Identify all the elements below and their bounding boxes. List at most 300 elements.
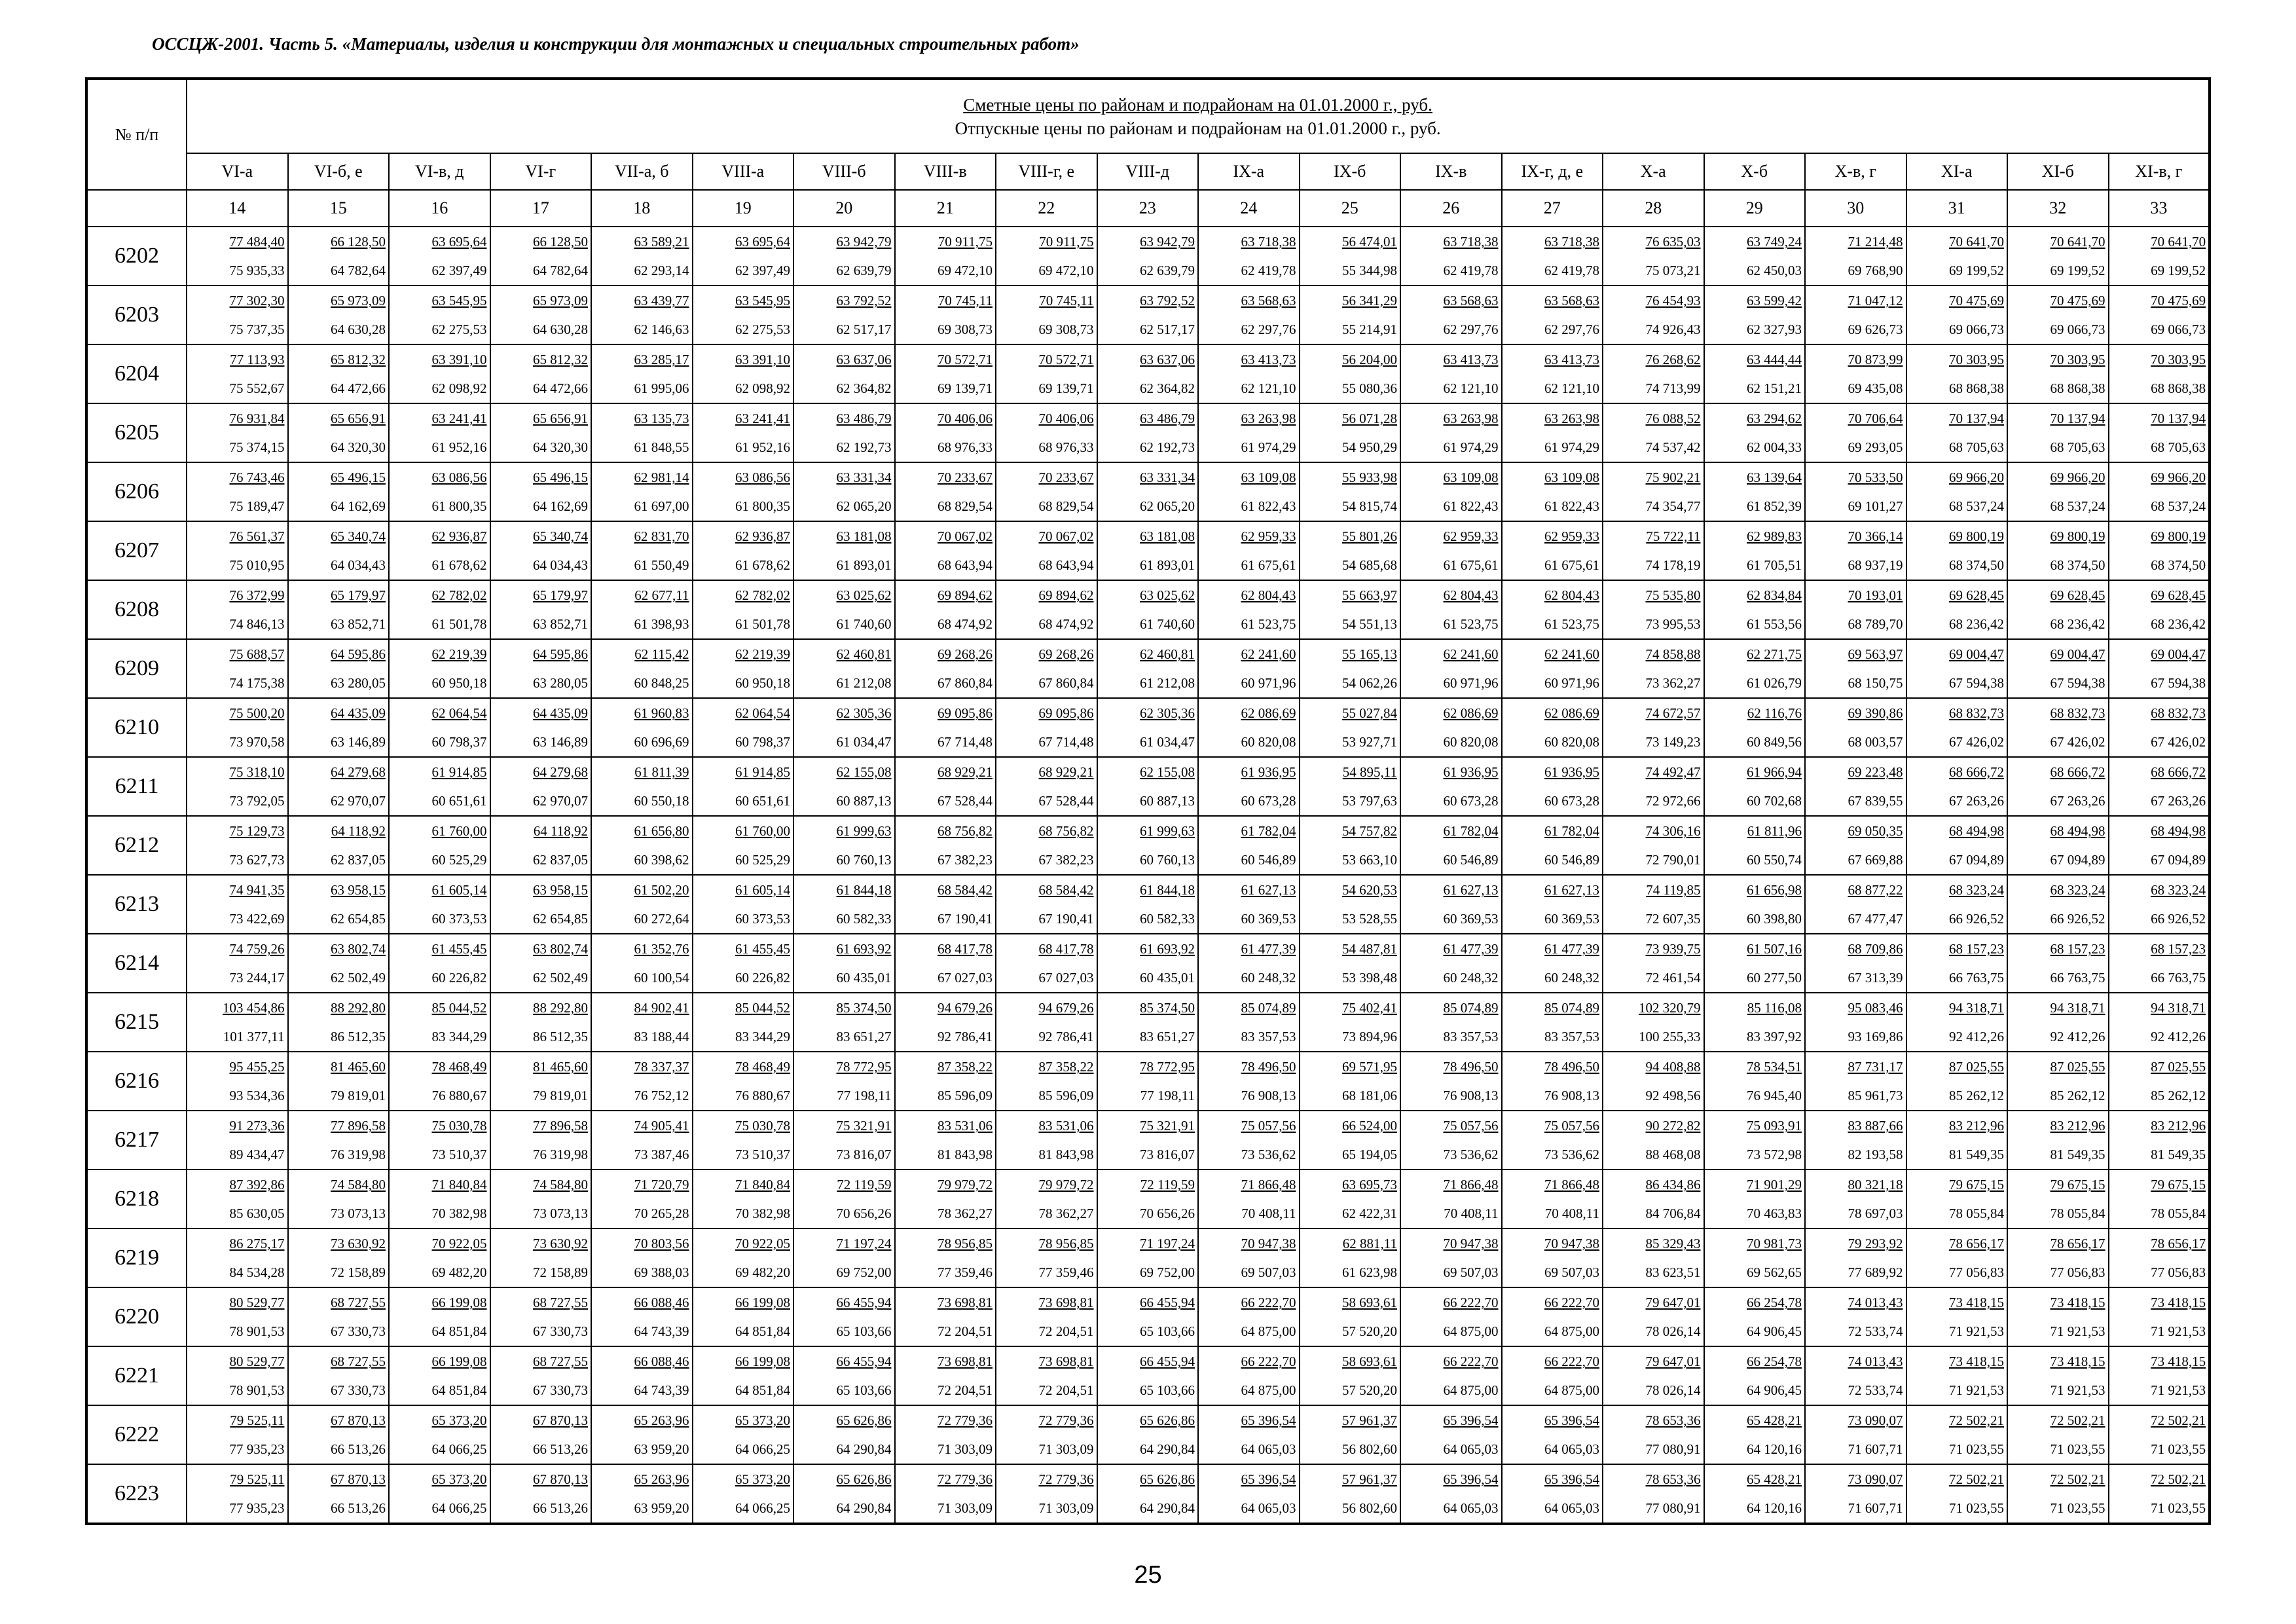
release-price: 74 175,38 xyxy=(229,675,285,691)
price-cell xyxy=(1198,1228,1300,1287)
price-cell xyxy=(288,757,390,816)
table-row xyxy=(86,403,2210,462)
price-cell xyxy=(1906,1228,2008,1287)
estimated-price: 55 027,84 xyxy=(1342,705,1397,721)
price-cell xyxy=(1400,1287,1502,1346)
estimated-price: 63 109,08 xyxy=(1544,470,1599,485)
estimated-price: 63 958,15 xyxy=(533,882,588,898)
release-price: 61 553,56 xyxy=(1747,616,1802,632)
estimated-price: 69 390,86 xyxy=(1848,705,1903,721)
release-price: 85 596,09 xyxy=(938,1088,993,1103)
release-price: 67 426,02 xyxy=(2050,734,2105,750)
release-price: 92 412,26 xyxy=(2151,1029,2206,1044)
release-price: 62 098,92 xyxy=(735,380,790,396)
price-cell xyxy=(1300,1111,1401,1170)
release-price: 81 549,35 xyxy=(2151,1147,2206,1162)
row-number: 6203 xyxy=(86,286,187,344)
release-price: 63 852,71 xyxy=(331,616,386,632)
release-price: 85 262,12 xyxy=(1949,1088,2004,1103)
release-price: 64 065,03 xyxy=(1544,1441,1599,1457)
estimated-price: 54 487,81 xyxy=(1342,941,1397,957)
price-cell xyxy=(187,344,288,403)
release-price: 83 357,53 xyxy=(1443,1029,1499,1044)
estimated-price: 70 911,75 xyxy=(938,234,993,249)
release-price: 64 120,16 xyxy=(1747,1500,1802,1516)
estimated-price: 65 340,74 xyxy=(533,528,588,544)
row-number: 6217 xyxy=(86,1111,187,1170)
release-price: 70 656,26 xyxy=(1140,1206,1195,1221)
release-price: 74 178,19 xyxy=(1645,557,1701,573)
price-cell xyxy=(1502,227,1603,286)
release-price: 74 354,77 xyxy=(1645,498,1701,514)
release-price: 55 344,98 xyxy=(1342,263,1397,278)
release-price: 61 675,61 xyxy=(1443,557,1499,573)
release-price: 83 188,44 xyxy=(634,1029,689,1044)
price-cell xyxy=(591,344,693,403)
release-price: 67 313,39 xyxy=(1848,970,1903,986)
table-row xyxy=(86,993,2210,1052)
release-price: 73 816,07 xyxy=(836,1147,892,1162)
release-price: 61 800,35 xyxy=(735,498,790,514)
release-price: 86 512,35 xyxy=(331,1029,386,1044)
estimated-price: 64 595,86 xyxy=(331,646,386,662)
price-cell xyxy=(1704,1170,1806,1228)
price-cell xyxy=(288,286,390,344)
estimated-price: 69 894,62 xyxy=(1038,587,1094,603)
price-cell xyxy=(2007,1464,2109,1524)
price-cell xyxy=(1704,816,1806,875)
price-cell xyxy=(996,286,1097,344)
column-number: 19 xyxy=(693,190,794,227)
price-cell xyxy=(2109,1228,2210,1287)
estimated-price: 83 531,06 xyxy=(938,1118,993,1134)
column-number: 33 xyxy=(2109,190,2210,227)
release-price: 78 026,14 xyxy=(1645,1382,1701,1398)
estimated-price: 85 074,89 xyxy=(1544,1000,1599,1016)
estimated-price: 63 109,08 xyxy=(1241,470,1296,485)
row-number: 6210 xyxy=(86,698,187,757)
release-price: 67 330,73 xyxy=(331,1323,386,1339)
price-cell xyxy=(1198,521,1300,580)
release-price: 60 398,80 xyxy=(1747,911,1802,927)
estimated-price: 55 933,98 xyxy=(1342,470,1397,485)
estimated-price: 62 959,33 xyxy=(1241,528,1296,544)
release-price: 61 740,60 xyxy=(1140,616,1195,632)
release-price: 73 894,96 xyxy=(1342,1029,1397,1044)
release-price: 62 419,78 xyxy=(1241,263,1296,278)
release-price: 69 199,52 xyxy=(2050,263,2105,278)
price-cell xyxy=(1603,698,1704,757)
row-number: 6213 xyxy=(86,875,187,934)
price-cell xyxy=(389,227,490,286)
release-price: 85 961,73 xyxy=(1848,1088,1903,1103)
estimated-price: 66 222,70 xyxy=(1544,1354,1599,1369)
estimated-price: 65 179,97 xyxy=(331,587,386,603)
release-price: 67 330,73 xyxy=(331,1382,386,1398)
price-cell xyxy=(591,1228,693,1287)
row-number: 6216 xyxy=(86,1052,187,1111)
estimated-price: 69 004,47 xyxy=(2151,646,2206,662)
table-row xyxy=(86,698,2210,757)
price-cell xyxy=(591,580,693,639)
estimated-price: 55 165,13 xyxy=(1342,646,1397,662)
estimated-price: 62 981,14 xyxy=(634,470,689,485)
price-cell xyxy=(2109,521,2210,580)
release-price: 60 887,13 xyxy=(1140,793,1195,809)
price-cell xyxy=(1704,875,1806,934)
release-price: 85 262,12 xyxy=(2151,1088,2206,1103)
estimated-price: 61 760,00 xyxy=(431,823,487,839)
price-cell xyxy=(1704,1228,1806,1287)
price-cell xyxy=(793,875,895,934)
price-cell xyxy=(1805,462,1906,521)
estimated-price: 74 013,43 xyxy=(1848,1354,1903,1369)
release-price: 69 199,52 xyxy=(1949,263,2004,278)
price-cell xyxy=(1906,580,2008,639)
release-price: 69 066,73 xyxy=(1949,322,2004,337)
price-cell xyxy=(1400,462,1502,521)
estimated-price: 66 524,00 xyxy=(1342,1118,1397,1134)
estimated-price: 74 584,80 xyxy=(331,1177,386,1192)
price-cell xyxy=(187,639,288,698)
price-cell xyxy=(693,403,794,462)
estimated-price: 63 637,06 xyxy=(836,352,892,367)
estimated-price: 76 743,46 xyxy=(229,470,285,485)
column-number: 31 xyxy=(1906,190,2008,227)
estimated-price: 74 941,35 xyxy=(229,882,285,898)
estimated-price: 87 358,22 xyxy=(938,1059,993,1075)
estimated-price: 63 086,56 xyxy=(735,470,790,485)
release-price: 69 101,27 xyxy=(1848,498,1903,514)
release-price: 60 971,96 xyxy=(1241,675,1296,691)
price-cell xyxy=(1400,816,1502,875)
release-price: 62 297,76 xyxy=(1544,322,1599,337)
estimated-price: 62 219,39 xyxy=(431,646,487,662)
table-row xyxy=(86,1464,2210,1524)
release-price: 73 572,98 xyxy=(1747,1147,1802,1162)
price-cell xyxy=(288,344,390,403)
estimated-price: 65 626,86 xyxy=(1140,1471,1195,1487)
release-price: 64 034,43 xyxy=(331,557,386,573)
release-price: 53 528,55 xyxy=(1342,911,1397,927)
release-price: 61 740,60 xyxy=(836,616,892,632)
region-header: X-б xyxy=(1704,153,1806,190)
estimated-price: 72 502,21 xyxy=(1949,1471,2004,1487)
document-header: ОССЦЖ-2001. Часть 5. «Материалы, изделия и конструкции для монтажных и специальных строительных работ» xyxy=(152,34,1080,54)
release-price: 60 248,32 xyxy=(1443,970,1499,986)
estimated-price: 71 720,79 xyxy=(634,1177,689,1192)
release-price: 69 308,73 xyxy=(938,322,993,337)
release-price: 72 204,51 xyxy=(1038,1323,1094,1339)
estimated-price: 54 620,53 xyxy=(1342,882,1397,898)
price-cell xyxy=(389,521,490,580)
price-cell xyxy=(895,875,996,934)
release-price: 62 098,92 xyxy=(431,380,487,396)
estimated-price: 70 067,02 xyxy=(1038,528,1094,544)
price-cell xyxy=(1805,1405,1906,1464)
release-price: 64 162,69 xyxy=(331,498,386,514)
release-price: 66 926,52 xyxy=(2050,911,2105,927)
release-price: 73 536,62 xyxy=(1241,1147,1296,1162)
estimated-price: 72 779,36 xyxy=(1038,1471,1094,1487)
estimated-price: 62 804,43 xyxy=(1544,587,1599,603)
price-cell xyxy=(389,934,490,993)
price-cell xyxy=(1906,1111,2008,1170)
release-price: 76 945,40 xyxy=(1747,1088,1802,1103)
price-cell xyxy=(1502,698,1603,757)
estimated-price: 61 936,95 xyxy=(1544,764,1599,780)
release-price: 61 952,16 xyxy=(735,439,790,455)
price-cell xyxy=(490,816,592,875)
release-price: 64 875,00 xyxy=(1443,1323,1499,1339)
release-price: 61 893,01 xyxy=(1140,557,1195,573)
estimated-price: 70 947,38 xyxy=(1544,1236,1599,1251)
estimated-price: 64 435,09 xyxy=(331,705,386,721)
release-price: 76 880,67 xyxy=(431,1088,487,1103)
price-cell xyxy=(1097,1464,1199,1524)
price-cell xyxy=(693,1287,794,1346)
release-price: 62 004,33 xyxy=(1747,439,1802,455)
price-cell xyxy=(1300,1464,1401,1524)
price-cell xyxy=(1704,1111,1806,1170)
release-price: 63 280,05 xyxy=(331,675,386,691)
release-price: 61 822,43 xyxy=(1443,498,1499,514)
estimated-price: 70 922,05 xyxy=(735,1236,790,1251)
release-price: 62 970,07 xyxy=(533,793,588,809)
release-price: 64 875,00 xyxy=(1443,1382,1499,1398)
estimated-price: 56 474,01 xyxy=(1342,234,1397,249)
release-price: 72 533,74 xyxy=(1848,1323,1903,1339)
price-cell xyxy=(793,698,895,757)
estimated-price: 72 502,21 xyxy=(2050,1412,2105,1428)
release-price: 56 802,60 xyxy=(1342,1441,1397,1457)
estimated-price: 71 840,84 xyxy=(431,1177,487,1192)
column-number: 18 xyxy=(591,190,693,227)
estimated-price: 61 627,13 xyxy=(1544,882,1599,898)
estimated-price: 65 496,15 xyxy=(533,470,588,485)
release-price: 61 034,47 xyxy=(1140,734,1195,750)
price-cell xyxy=(2007,639,2109,698)
price-cell xyxy=(1198,227,1300,286)
release-price: 68 374,50 xyxy=(2050,557,2105,573)
price-cell xyxy=(1097,698,1199,757)
price-cell xyxy=(1097,403,1199,462)
release-price: 68 705,63 xyxy=(1949,439,2004,455)
estimated-price: 70 572,71 xyxy=(1038,352,1094,367)
region-header: VIII-г, е xyxy=(996,153,1097,190)
price-cell xyxy=(1704,1287,1806,1346)
release-price: 69 066,73 xyxy=(2151,322,2206,337)
price-cell xyxy=(389,639,490,698)
estimated-price: 77 896,58 xyxy=(331,1118,386,1134)
estimated-price: 62 959,33 xyxy=(1443,528,1499,544)
price-cell xyxy=(2007,1170,2109,1228)
release-price: 60 798,37 xyxy=(735,734,790,750)
price-cell xyxy=(693,816,794,875)
price-cell xyxy=(996,875,1097,934)
price-cell xyxy=(793,639,895,698)
release-price: 60 277,50 xyxy=(1747,970,1802,986)
price-cell xyxy=(996,344,1097,403)
estimated-price: 72 779,36 xyxy=(938,1412,993,1428)
price-cell xyxy=(1805,1228,1906,1287)
price-cell xyxy=(1704,286,1806,344)
release-price: 84 706,84 xyxy=(1645,1206,1701,1221)
release-price: 64 066,25 xyxy=(735,1441,790,1457)
price-cell xyxy=(1805,521,1906,580)
price-cell xyxy=(693,462,794,521)
estimated-price: 87 392,86 xyxy=(229,1177,285,1192)
release-price: 72 158,89 xyxy=(331,1264,386,1280)
estimated-price: 62 271,75 xyxy=(1747,646,1802,662)
estimated-price: 63 413,73 xyxy=(1544,352,1599,367)
release-price: 69 507,03 xyxy=(1241,1264,1296,1280)
release-price: 67 669,88 xyxy=(1848,852,1903,868)
page-number: 25 xyxy=(1134,1561,1162,1589)
price-cell xyxy=(1097,1287,1199,1346)
release-price: 61 822,43 xyxy=(1544,498,1599,514)
estimated-price: 76 561,37 xyxy=(229,528,285,544)
price-cell xyxy=(591,698,693,757)
estimated-price: 70 233,67 xyxy=(938,470,993,485)
price-cell xyxy=(693,344,794,403)
release-price: 62 397,49 xyxy=(735,263,790,278)
release-price: 77 080,91 xyxy=(1645,1500,1701,1516)
release-price: 68 537,24 xyxy=(2050,498,2105,514)
price-cell xyxy=(591,934,693,993)
estimated-price: 81 465,60 xyxy=(331,1059,386,1075)
estimated-price: 78 496,50 xyxy=(1241,1059,1296,1075)
price-cell xyxy=(1603,286,1704,344)
estimated-price: 79 979,72 xyxy=(1038,1177,1094,1192)
release-price: 62 121,10 xyxy=(1544,380,1599,396)
price-cell xyxy=(1603,344,1704,403)
estimated-price: 79 293,92 xyxy=(1848,1236,1903,1251)
release-price: 73 073,13 xyxy=(533,1206,588,1221)
release-price: 62 146,63 xyxy=(634,322,689,337)
release-price: 70 265,28 xyxy=(634,1206,689,1221)
estimated-price: 88 292,80 xyxy=(331,1000,386,1016)
price-cell xyxy=(288,1287,390,1346)
price-cell xyxy=(1906,1287,2008,1346)
price-cell xyxy=(389,1464,490,1524)
price-cell xyxy=(895,1405,996,1464)
table-row xyxy=(86,1346,2210,1405)
table-row xyxy=(86,227,2210,286)
release-price: 61 212,08 xyxy=(1140,675,1195,691)
estimated-price: 69 628,45 xyxy=(2151,587,2206,603)
price-cell xyxy=(1906,1464,2008,1524)
estimated-price: 63 718,38 xyxy=(1544,234,1599,249)
release-price: 62 327,93 xyxy=(1747,322,1802,337)
release-price: 61 974,29 xyxy=(1241,439,1296,455)
price-cell xyxy=(1805,639,1906,698)
price-cell xyxy=(895,1052,996,1111)
estimated-price: 63 718,38 xyxy=(1241,234,1296,249)
price-cell xyxy=(793,1170,895,1228)
estimated-price: 62 241,60 xyxy=(1241,646,1296,662)
price-cell xyxy=(2007,816,2109,875)
price-cell xyxy=(490,521,592,580)
release-price: 83 623,51 xyxy=(1645,1264,1701,1280)
price-cell xyxy=(693,1464,794,1524)
release-price: 83 344,29 xyxy=(735,1029,790,1044)
table-row xyxy=(86,1052,2210,1111)
release-price: 69 507,03 xyxy=(1443,1264,1499,1280)
release-price: 73 149,23 xyxy=(1645,734,1701,750)
release-price: 69 472,10 xyxy=(1038,263,1094,278)
price-cell xyxy=(1400,1052,1502,1111)
estimated-price: 65 263,96 xyxy=(634,1412,689,1428)
column-number: 24 xyxy=(1198,190,1300,227)
release-price: 65 194,05 xyxy=(1342,1147,1397,1162)
release-price: 60 435,01 xyxy=(836,970,892,986)
release-price: 55 080,36 xyxy=(1342,380,1397,396)
estimated-price: 63 486,79 xyxy=(836,411,892,426)
release-price: 56 802,60 xyxy=(1342,1500,1397,1516)
estimated-price: 61 844,18 xyxy=(1140,882,1195,898)
price-cell xyxy=(1704,403,1806,462)
estimated-price: 66 088,46 xyxy=(634,1354,689,1369)
release-price: 68 868,38 xyxy=(2050,380,2105,396)
release-price: 69 139,71 xyxy=(1038,380,1094,396)
release-price: 70 408,11 xyxy=(1444,1206,1499,1221)
estimated-price: 63 486,79 xyxy=(1140,411,1195,426)
estimated-price: 61 455,45 xyxy=(431,941,487,957)
release-price: 64 290,84 xyxy=(836,1500,892,1516)
price-cell xyxy=(1603,580,1704,639)
price-cell xyxy=(1502,521,1603,580)
release-price: 62 654,85 xyxy=(331,911,386,927)
price-cell xyxy=(288,639,390,698)
estimated-price: 62 804,43 xyxy=(1443,587,1499,603)
estimated-price: 62 782,02 xyxy=(431,587,487,603)
price-cell xyxy=(1400,993,1502,1052)
estimated-price: 61 914,85 xyxy=(735,764,790,780)
estimated-price: 74 013,43 xyxy=(1848,1295,1903,1310)
price-cell xyxy=(1502,816,1603,875)
price-cell xyxy=(1603,1052,1704,1111)
release-price: 69 752,00 xyxy=(836,1264,892,1280)
price-cell xyxy=(1906,875,2008,934)
price-cell xyxy=(2007,227,2109,286)
release-price: 71 921,53 xyxy=(1949,1323,2004,1339)
price-cell xyxy=(1603,462,1704,521)
release-price: 69 388,03 xyxy=(634,1264,689,1280)
price-cell xyxy=(996,816,1097,875)
release-price: 64 066,25 xyxy=(431,1500,487,1516)
price-cell xyxy=(895,227,996,286)
release-price: 83 651,27 xyxy=(1140,1029,1195,1044)
price-cell xyxy=(187,1346,288,1405)
price-cell xyxy=(1198,1346,1300,1405)
region-header: VII-а, б xyxy=(591,153,693,190)
estimated-price: 63 413,73 xyxy=(1241,352,1296,367)
estimated-price: 62 834,84 xyxy=(1747,587,1802,603)
price-cell xyxy=(1502,580,1603,639)
table-row xyxy=(86,1287,2210,1346)
price-table xyxy=(85,77,2211,1525)
release-price: 64 782,64 xyxy=(331,263,386,278)
price-cell xyxy=(389,286,490,344)
price-cell xyxy=(288,1111,390,1170)
estimated-price: 62 241,60 xyxy=(1443,646,1499,662)
release-price: 67 027,03 xyxy=(938,970,993,986)
estimated-price: 65 626,86 xyxy=(836,1412,892,1428)
release-price: 71 303,09 xyxy=(938,1441,993,1457)
release-price: 76 319,98 xyxy=(533,1147,588,1162)
price-cell xyxy=(1502,344,1603,403)
